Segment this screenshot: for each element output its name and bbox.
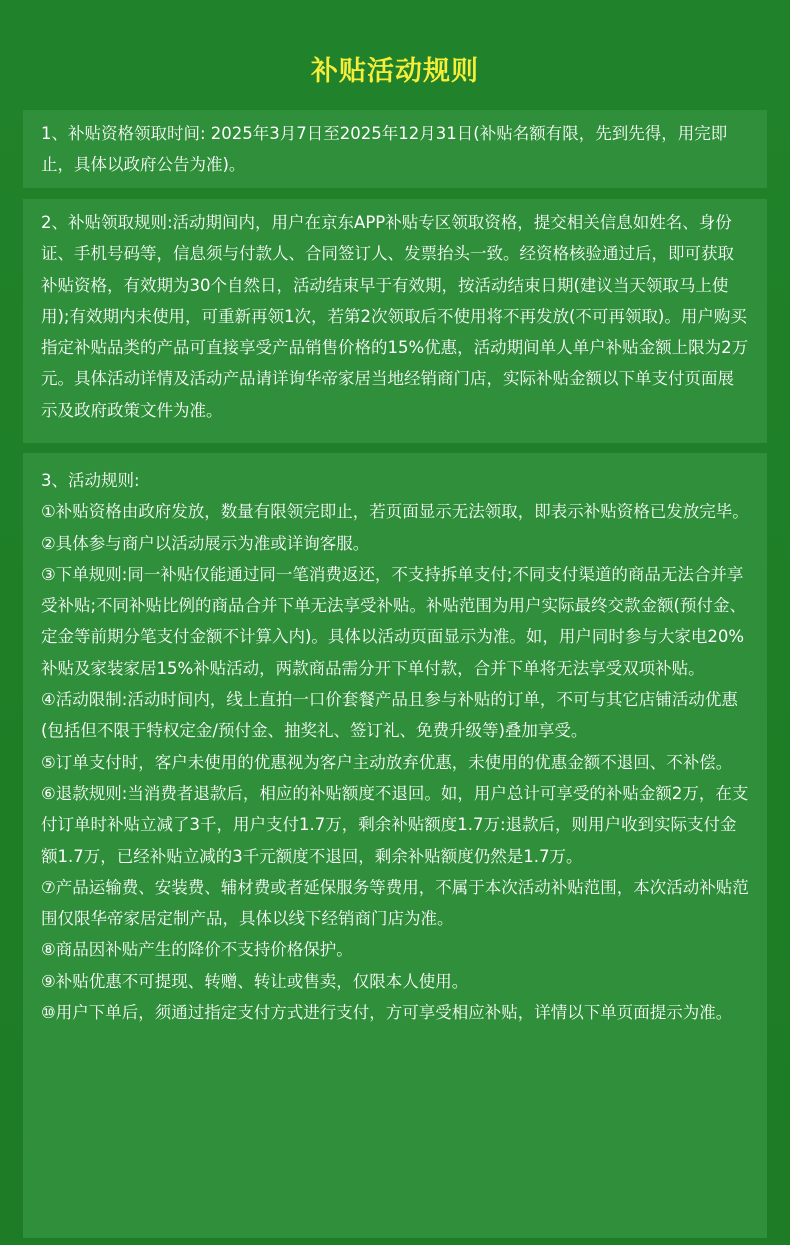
rule-item: ⑥退款规则:当消费者退款后，相应的补贴额度不退回。如，用户总计可享受的补贴金额2万，在支付订单时补贴立减了3千，用户支付1.7万，剩余补贴额度1.7万:退款后，则用户收到实际支付金额1.7万，已经补贴立减的3千元额度不退回，剩余补贴额度仍然是1.7万。 [41, 783, 749, 866]
rule-item: ②具体参与商户以活动展示为准或详询客服。 [41, 533, 370, 553]
rule-section-3 [23, 453, 767, 1238]
rule-item: ⑤订单支付时，客户未使用的优惠视为客户主动放弃优惠，未使用的优惠金额不退回、不补偿。 [41, 752, 733, 772]
rule-section-1-text: 1、补贴资格领取时间: 2025年3月7日至2025年12月31日(补贴名额有限，先到先得，用完即止，具体以政府公告为准)。 [41, 124, 728, 175]
rule-item: ③下单规则:同一补贴仅能通过同一笔消费返还，不支持拆单支付;不同支付渠道的商品无法合并享受补贴;不同补贴比例的商品合并下单无法享受补贴。补贴范围为用户实际最终交款金额(预付金、定金等前期分笔支付金额不计算入内)。具体以活动页面显示为准。如，用户同时参与大家电20%补贴及家装家居15%补贴活动，两款商品需分开下单付款，合并下单将无法享受双项补贴。 [41, 564, 746, 678]
rule-item: ④活动限制:活动时间内，线上直拍一口价套餐产品且参与补贴的订单，不可与其它店铺活动优惠(包括但不限于特权定金/预付金、抽奖礼、签订礼、免费升级等)叠加享受。 [41, 690, 738, 741]
rule-item: ⑧商品因补贴产生的降价不支持价格保护。 [41, 940, 353, 960]
rule-item: ①补贴资格由政府发放，数量有限领完即止，若页面显示无法领取，即表示补贴资格已发放完毕。 [41, 502, 749, 522]
rule-section-2-text: 2、补贴领取规则:活动期间内，用户在京东APP补贴专区领取资格，提交相关信息如姓名、身份证、手机号码等，信息须与付款人、合同签订人、发票抬头一致。经资格核验通过后，即可获取补贴资格，有效期为30个自然日，活动结束早于有效期，按活动结束日期(建议当天领取马上使用);有效期内未使用，可重新再领1次，若第2次领取后不使用将不再发放(不可再领取)。用户购买指定补贴品类的产品可直接享受产品销售价格的15%优惠，活动期间单人单户补贴金额上限为2万元。具体活动详情及活动产品请详询华帝家居当地经销商门店，实际补贴金额以下单支付页面展示及政府政策文件为准。 [41, 213, 749, 420]
rule-item: ⑩用户下单后，须通过指定支付方式进行支付，方可享受相应补贴，详情以下单页面提示为准。 [41, 1003, 733, 1023]
rule-section-1 [23, 110, 767, 188]
page-title: 补贴活动规则 [311, 56, 479, 87]
rule-section-2 [23, 199, 767, 443]
rule-item: ⑨补贴优惠不可提现、转赠、转让或售卖，仅限本人使用。 [41, 971, 469, 991]
rule-section-3-heading: 3、活动规则: [41, 471, 140, 490]
rule-item: ⑦产品运输费、安装费、辅材费或者延保服务等费用，不属于本次活动补贴范围，本次活动补贴范围仅限华帝家居定制产品，具体以线下经销商门店为准。 [41, 877, 749, 929]
